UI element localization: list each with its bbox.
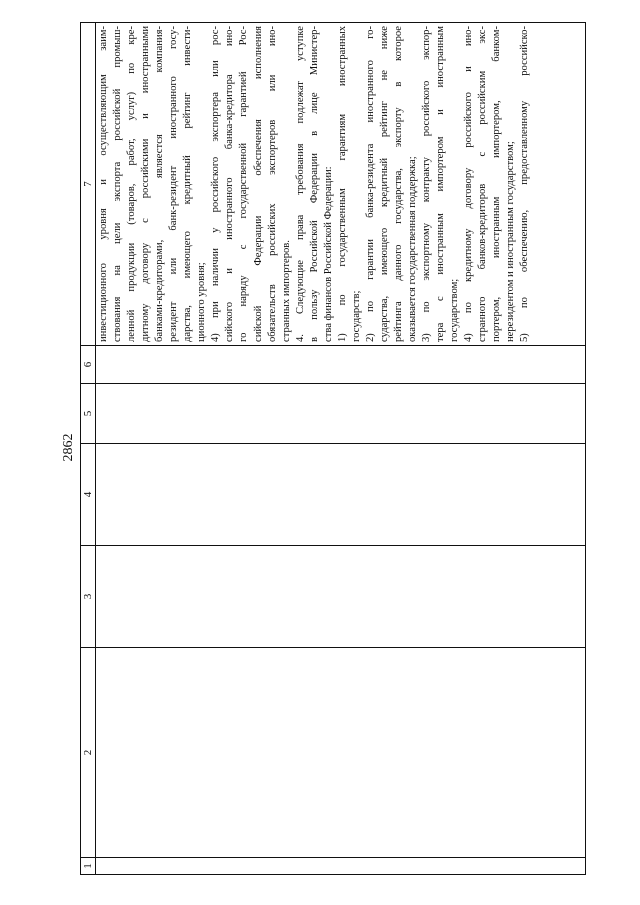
text-line: резидент или банк-резидент иностранного госу- xyxy=(168,26,180,342)
text-line: оказывается государственная поддержка; xyxy=(407,156,419,342)
text-line: дитному договору с российскими и иностранными xyxy=(140,26,152,342)
text-line: 4) при наличии у российского экспортера или рос- xyxy=(210,26,222,342)
text-line: государств; xyxy=(350,290,362,342)
cell-col-5 xyxy=(96,384,586,444)
text-line: 4) по кредитному договору российского и ино- xyxy=(463,26,475,342)
text-line: обязательств российских экспортеров или ино- xyxy=(266,26,278,342)
text-line: го наряду с государственной гарантией Рос- xyxy=(238,26,250,342)
legal-table xyxy=(80,22,586,875)
text-line: 3) по экспортному контракту российского экспор- xyxy=(421,26,433,342)
text-line: ства финансов Российской Федерации: xyxy=(322,166,334,342)
col-header-2: 2 xyxy=(81,648,96,858)
cell-col-4 xyxy=(96,444,586,546)
col-header-4: 4 xyxy=(81,444,96,546)
text-line: сийского и иностранного банка-кредитора ино- xyxy=(224,26,236,342)
text-line: государством; xyxy=(449,278,461,342)
table-row xyxy=(96,23,586,875)
cell-col-3 xyxy=(96,546,586,648)
col-header-7: 7 xyxy=(81,23,96,346)
rotated-page xyxy=(58,20,590,875)
col-header-6: 6 xyxy=(81,346,96,384)
text-line: ционного уровня; xyxy=(196,262,208,342)
text-line: 4. Следующие права требования подлежат уступке xyxy=(294,26,306,342)
text-line: сударства, имеющего кредитный рейтинг не ниже xyxy=(378,26,390,342)
page-number: 2862 xyxy=(61,433,76,462)
text-line: ленной продукции (товаров, работ, услуг) по кре- xyxy=(126,26,138,342)
table-header-row xyxy=(81,23,96,875)
cell-col-1 xyxy=(96,858,586,875)
text-line: 1) по государственным гарантиям иностранных xyxy=(336,26,348,342)
col-header-1: 1 xyxy=(81,858,96,875)
text-line: странного банков-кредиторов с российским экс- xyxy=(477,26,489,342)
text-line: сийской Федерации обеспечения исполнения xyxy=(252,26,264,342)
text-line: банками-кредиторами, являестся компания- xyxy=(154,26,166,342)
text-line: рейтинга данного государства, экспорту в которое xyxy=(392,26,404,342)
text-line: портером, иностранным импортером, банком- xyxy=(491,26,503,342)
col-header-3: 3 xyxy=(81,546,96,648)
text-line: 5) по обеспечению, предоставленному российско- xyxy=(519,26,531,342)
text-line: в пользу Российской Федерации в лице Министер- xyxy=(308,26,320,342)
col-7-text xyxy=(96,23,532,345)
text-line: дарства, имеющего кредитный рейтинг инвести- xyxy=(182,26,194,342)
text-line: нерезидентом и иностранным государством; xyxy=(505,141,517,342)
cell-col-7 xyxy=(96,23,586,346)
cell-col-6 xyxy=(96,346,586,384)
text-line: инвестиционного уровня и осуществляющим заим- xyxy=(98,26,109,342)
text-line: странных импортеров. xyxy=(280,240,292,342)
col-header-5: 5 xyxy=(81,384,96,444)
text-line: 2) по гарантии банка-резидента иностранного го- xyxy=(364,26,376,342)
cell-col-2 xyxy=(96,648,586,858)
text-line: ствования на цели экспорта российской промыш- xyxy=(112,26,124,342)
text-line: тера с иностранным импортером и иностранным xyxy=(435,26,447,342)
